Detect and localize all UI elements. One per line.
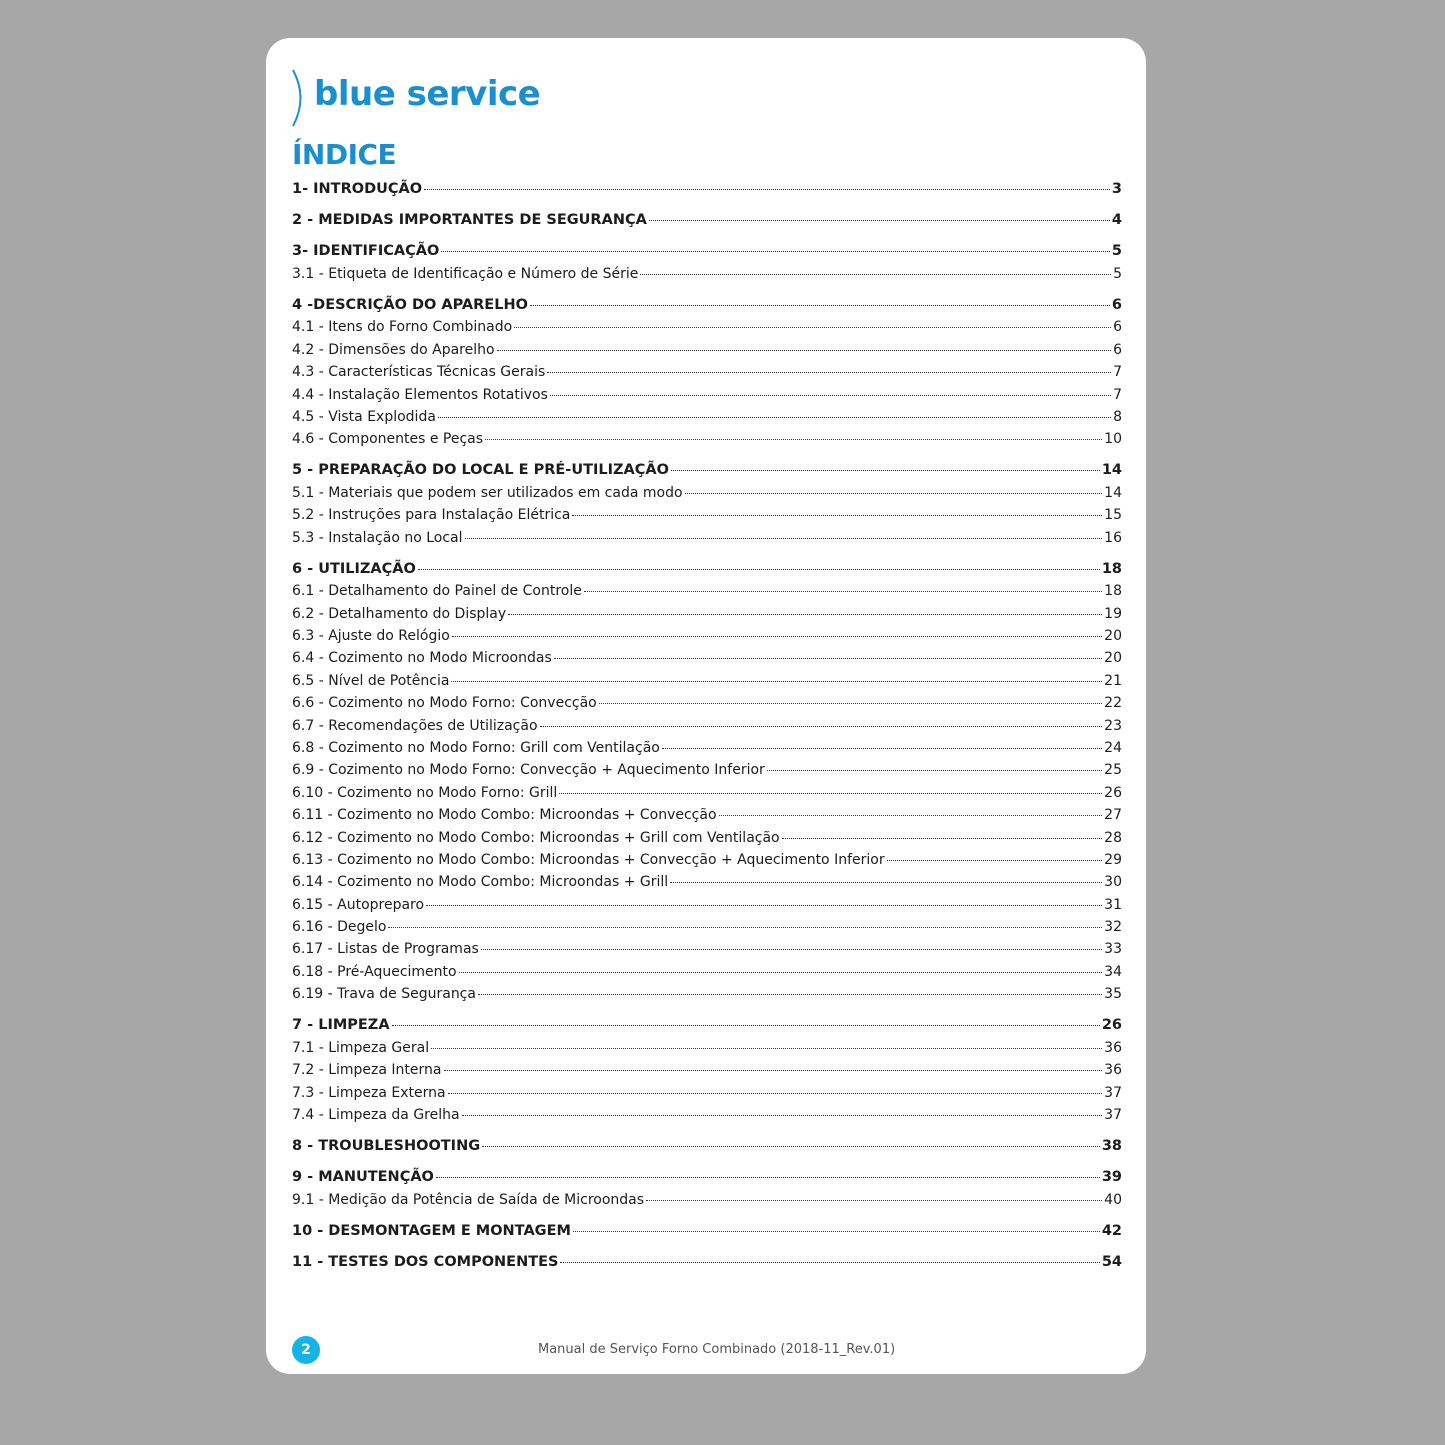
footer-text: Manual de Serviço Forno Combinado (2018-11_Rev.01) — [538, 1342, 896, 1357]
toc-entry-page: 6 — [1111, 296, 1122, 313]
dot-leader — [540, 726, 1103, 727]
toc-entry-label: 11 - TESTES DOS COMPONENTES — [292, 1254, 559, 1271]
dot-leader — [392, 1025, 1100, 1026]
dot-leader — [438, 417, 1111, 418]
toc-subsection[interactable] — [292, 961, 1122, 983]
toc-subsection[interactable] — [292, 1059, 1122, 1081]
dot-leader — [547, 372, 1111, 373]
toc-entry-label: 7.3 - Limpeza Externa — [292, 1084, 446, 1101]
toc-subsection[interactable] — [292, 692, 1122, 714]
dot-leader — [599, 703, 1102, 704]
toc-entry-label: 5.2 - Instruções para Instalação Elétrica — [292, 507, 571, 524]
toc-entry-page: 6 — [1113, 319, 1122, 336]
toc-entry-label: 6.10 - Cozimento no Modo Forno: Grill — [292, 784, 558, 801]
toc-entry-label: 6.18 - Pré-Aquecimento — [292, 963, 457, 980]
toc-entry-page: 5 — [1113, 265, 1122, 282]
toc-entry-label: 4.5 - Vista Explodida — [292, 408, 436, 425]
toc-entry-label: 4.6 - Componentes e Peças — [292, 431, 484, 448]
toc-entry-page: 54 — [1101, 1254, 1122, 1271]
toc-entry-label: 7 - LIMPEZA — [292, 1017, 390, 1034]
toc-subsection[interactable] — [292, 871, 1122, 893]
toc-entry-label: 6.19 - Trava de Segurança — [292, 986, 476, 1003]
dot-leader — [452, 636, 1102, 637]
dot-leader — [441, 251, 1110, 252]
toc-subsection[interactable] — [292, 527, 1122, 549]
toc-entry-label: 9 - MANUTENÇÃO — [292, 1169, 434, 1186]
toc-entry-page: 40 — [1104, 1191, 1122, 1208]
dot-leader — [459, 972, 1103, 973]
dot-leader — [514, 327, 1111, 328]
dot-leader — [560, 1262, 1099, 1263]
toc-entry-label: 4.4 - Instalação Elementos Rotativos — [292, 386, 548, 403]
toc-subsection[interactable] — [292, 804, 1122, 826]
dot-leader — [550, 395, 1111, 396]
toc-subsection[interactable] — [292, 670, 1122, 692]
dot-leader — [573, 1231, 1100, 1232]
dot-leader — [508, 614, 1102, 615]
toc-entry-label: 6 - UTILIZAÇÃO — [292, 560, 416, 577]
toc-entry-page: 21 — [1104, 672, 1122, 689]
dot-leader — [448, 1093, 1103, 1094]
toc-subsection[interactable] — [292, 1037, 1122, 1059]
toc-entry-page: 30 — [1104, 874, 1122, 891]
toc-entry-label: 6.13 - Cozimento no Modo Combo: Microondas + Convecção + Aquecimento Inferior — [292, 851, 885, 868]
toc-entry-page: 37 — [1104, 1107, 1122, 1124]
toc-entry-page: 7 — [1113, 386, 1122, 403]
toc-entry-page: 31 — [1104, 896, 1122, 913]
toc-entry-label: 6.7 - Recomendações de Utilização — [292, 717, 538, 734]
toc-entry-label: 5.1 - Materiais que podem ser utilizados em cada modo — [292, 484, 683, 501]
toc-entry-label: 3.1 - Etiqueta de Identificação e Número de Série — [292, 265, 639, 282]
toc-subsection[interactable] — [292, 482, 1122, 504]
toc-subsection[interactable] — [292, 316, 1122, 338]
toc-section[interactable] — [292, 1251, 1122, 1273]
dot-leader — [646, 1200, 1102, 1201]
dot-leader — [554, 658, 1102, 659]
toc-entry-label: 6.3 - Ajuste do Relógio — [292, 628, 450, 645]
toc-entry-page: 28 — [1104, 829, 1122, 846]
toc-entry-label: 7.4 - Limpeza da Grelha — [292, 1107, 460, 1124]
dot-leader — [431, 1048, 1102, 1049]
toc-subsection[interactable] — [292, 1104, 1122, 1126]
toc-entry-page: 34 — [1104, 963, 1122, 980]
toc-subsection[interactable] — [292, 983, 1122, 1005]
toc-entry-label: 10 - DESMONTAGEM E MONTAGEM — [292, 1222, 571, 1239]
toc-subsection[interactable] — [292, 737, 1122, 759]
toc-entry-page: 10 — [1104, 431, 1122, 448]
brand-name: blue service — [314, 74, 541, 114]
toc-entry-label: 1- INTRODUÇÃO — [292, 181, 423, 197]
dot-leader — [719, 815, 1103, 816]
toc-section[interactable] — [292, 178, 1122, 200]
toc-entry-label: 7.2 - Limpeza Interna — [292, 1062, 442, 1079]
toc-entry-page: 22 — [1104, 695, 1122, 712]
toc-entry-label: 6.5 - Nível de Potência — [292, 672, 450, 689]
dot-leader — [482, 1146, 1100, 1147]
dot-leader — [559, 793, 1102, 794]
dot-leader — [685, 493, 1103, 494]
page-number-badge: 2 — [292, 1336, 320, 1364]
toc-entry-page: 8 — [1113, 408, 1122, 425]
dot-leader — [640, 274, 1111, 275]
toc-entry-page: 38 — [1101, 1138, 1122, 1155]
toc-section[interactable] — [292, 209, 1122, 231]
dot-leader — [887, 860, 1103, 861]
toc-entry-label: 6.15 - Autopreparo — [292, 896, 425, 913]
toc-entry-page: 18 — [1104, 583, 1122, 600]
toc-subsection[interactable] — [292, 428, 1122, 450]
toc-subsection[interactable] — [292, 782, 1122, 804]
toc-entry-page: 35 — [1104, 986, 1122, 1003]
toc-entry-page: 4 — [1111, 212, 1122, 229]
dot-leader — [481, 949, 1102, 950]
toc-entry-page: 39 — [1101, 1169, 1122, 1186]
toc-section[interactable] — [292, 558, 1122, 580]
toc-subsection[interactable] — [292, 1082, 1122, 1104]
dot-leader — [436, 1177, 1100, 1178]
toc-entry-label: 8 - TROUBLESHOOTING — [292, 1138, 481, 1155]
toc-entry-page: 20 — [1104, 628, 1122, 645]
toc-entry-page: 18 — [1101, 560, 1122, 577]
toc-subsection[interactable] — [292, 339, 1122, 361]
toc-section[interactable] — [292, 1166, 1122, 1188]
toc-entry-label: 6.2 - Detalhamento do Display — [292, 605, 507, 622]
toc-subsection[interactable] — [292, 361, 1122, 383]
toc-entry-page: 3 — [1111, 181, 1122, 197]
dot-leader — [424, 189, 1110, 190]
dot-leader — [662, 748, 1102, 749]
toc-section[interactable] — [292, 294, 1122, 316]
toc-subsection[interactable] — [292, 263, 1122, 285]
toc-entry-label: 6.1 - Detalhamento do Painel de Controle — [292, 583, 582, 600]
toc-section[interactable] — [292, 1220, 1122, 1242]
toc-entry-label: 4.2 - Dimensões do Aparelho — [292, 341, 495, 358]
toc-entry-label: 6.17 - Listas de Programas — [292, 941, 479, 958]
dot-leader — [465, 538, 1103, 539]
toc-subsection[interactable] — [292, 603, 1122, 625]
toc-entry-label: 5.3 - Instalação no Local — [292, 529, 463, 546]
dot-leader — [485, 439, 1102, 440]
dot-leader — [767, 770, 1102, 771]
toc-subsection[interactable] — [292, 916, 1122, 938]
toc-entry-label: 4.3 - Características Técnicas Gerais — [292, 364, 546, 381]
toc-entry-page: 26 — [1104, 784, 1122, 801]
dot-leader — [418, 569, 1100, 570]
toc-subsection[interactable] — [292, 1189, 1122, 1211]
toc-entry-label: 4 -DESCRIÇÃO DO APARELHO — [292, 296, 528, 313]
toc-entry-label: 6.11 - Cozimento no Modo Combo: Microondas + Convecção — [292, 807, 717, 824]
toc-entry-label: 6.4 - Cozimento no Modo Microondas — [292, 650, 552, 667]
toc-entry-page: 15 — [1104, 507, 1122, 524]
dot-leader — [782, 838, 1103, 839]
toc-entry-page: 36 — [1104, 1062, 1122, 1079]
dot-leader — [462, 1115, 1103, 1116]
toc-entry-label: 6.14 - Cozimento no Modo Combo: Microondas + Grill — [292, 874, 669, 891]
toc-entry-page: 14 — [1101, 462, 1122, 479]
toc-entry-page: 14 — [1104, 484, 1122, 501]
toc-entry-label: 6.6 - Cozimento no Modo Forno: Convecção — [292, 695, 597, 712]
dot-leader — [497, 350, 1112, 351]
dot-leader — [671, 470, 1100, 471]
toc-subsection[interactable] — [292, 759, 1122, 781]
dot-leader — [649, 220, 1110, 221]
toc-entry-label: 6.16 - Degelo — [292, 919, 387, 936]
toc-subsection[interactable] — [292, 894, 1122, 916]
toc-entry-label: 5 - PREPARAÇÃO DO LOCAL E PRÉ-UTILIZAÇÃO — [292, 462, 669, 479]
toc-entry-page: 36 — [1104, 1039, 1122, 1056]
dot-leader — [670, 882, 1102, 883]
toc-subsection[interactable] — [292, 406, 1122, 428]
toc-subsection[interactable] — [292, 715, 1122, 737]
dot-leader — [584, 591, 1102, 592]
dot-leader — [444, 1070, 1103, 1071]
toc-entry-page: 26 — [1101, 1017, 1122, 1034]
toc-entry-label: 6.8 - Cozimento no Modo Forno: Grill com Ventilação — [292, 739, 660, 756]
dot-leader — [388, 927, 1102, 928]
toc-entry-page: 42 — [1101, 1222, 1122, 1239]
toc-section[interactable] — [292, 459, 1122, 481]
toc-entry-page: 29 — [1104, 851, 1122, 868]
toc-entry-page: 20 — [1104, 650, 1122, 667]
toc-subsection[interactable] — [292, 625, 1122, 647]
toc-entry-page: 25 — [1104, 762, 1122, 779]
toc-entry-label: 2 - MEDIDAS IMPORTANTES DE SEGURANÇA — [292, 212, 647, 229]
toc-entry-page: 33 — [1104, 941, 1122, 958]
dot-leader — [478, 994, 1102, 995]
toc-subsection[interactable] — [292, 384, 1122, 406]
toc-entry-page: 27 — [1104, 807, 1122, 824]
brand-arc-icon — [290, 68, 310, 128]
toc-entry-label: 6.9 - Cozimento no Modo Forno: Convecção + Aquecimento Inferior — [292, 762, 765, 779]
toc-entry-page: 23 — [1104, 717, 1122, 734]
toc-subsection[interactable] — [292, 580, 1122, 602]
table-of-contents — [292, 178, 1122, 1274]
toc-entry-page: 24 — [1104, 739, 1122, 756]
toc-entry-label: 9.1 - Medição da Potência de Saída de Microondas — [292, 1191, 645, 1208]
toc-subsection[interactable] — [292, 849, 1122, 871]
toc-entry-page: 16 — [1104, 529, 1122, 546]
toc-entry-label: 3- IDENTIFICAÇÃO — [292, 243, 440, 260]
dot-leader — [451, 681, 1102, 682]
toc-entry-page: 19 — [1104, 605, 1122, 622]
toc-section[interactable] — [292, 1135, 1122, 1157]
toc-subsection[interactable] — [292, 647, 1122, 669]
toc-entry-page: 7 — [1113, 364, 1122, 381]
toc-entry-page: 5 — [1111, 243, 1122, 260]
toc-entry-label: 4.1 - Itens do Forno Combinado — [292, 319, 513, 336]
document-page — [266, 38, 1146, 1374]
toc-subsection[interactable] — [292, 504, 1122, 526]
dot-leader — [530, 305, 1110, 306]
toc-entry-page: 32 — [1104, 919, 1122, 936]
toc-entry-label: 6.12 - Cozimento no Modo Combo: Microondas + Grill com Ventilação — [292, 829, 780, 846]
toc-section[interactable] — [292, 1014, 1122, 1036]
toc-section[interactable] — [292, 240, 1122, 262]
toc-entry-label: 7.1 - Limpeza Geral — [292, 1039, 430, 1056]
toc-subsection[interactable] — [292, 827, 1122, 849]
toc-entry-page: 6 — [1113, 341, 1122, 358]
dot-leader — [572, 515, 1102, 516]
toc-subsection[interactable] — [292, 938, 1122, 960]
page-title: ÍNDICE — [292, 138, 397, 171]
dot-leader — [426, 905, 1102, 906]
toc-entry-page: 37 — [1104, 1084, 1122, 1101]
